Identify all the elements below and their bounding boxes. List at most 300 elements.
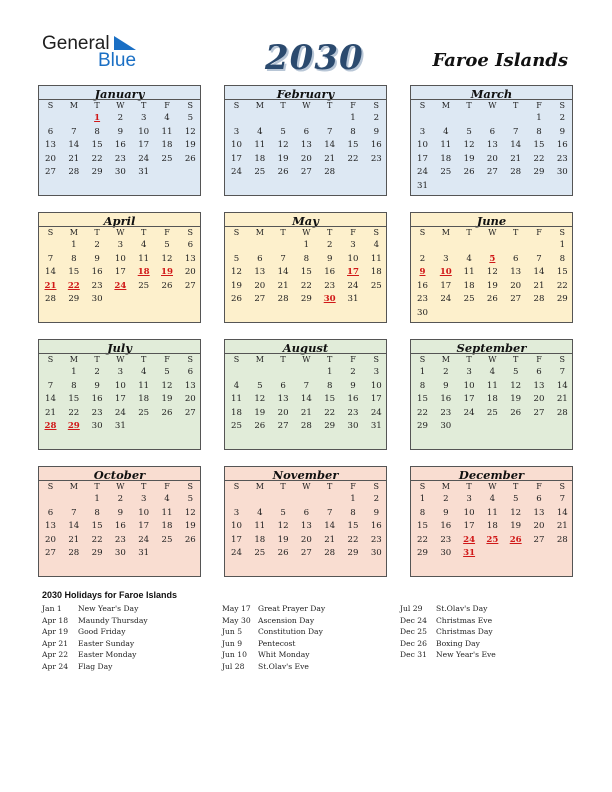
- month-august: [224, 339, 387, 450]
- calendar-day: 4: [257, 507, 263, 518]
- holiday-date: Apr 18: [42, 615, 69, 625]
- calendar-day: 10: [138, 126, 150, 137]
- header-divider: [225, 353, 386, 354]
- calendar-day: 7: [47, 380, 54, 391]
- calendar-day: 13: [300, 521, 312, 532]
- calendar-day: 27: [45, 548, 56, 559]
- calendar-day: 31: [370, 421, 382, 432]
- weekday-label: W: [488, 355, 497, 364]
- calendar-day: 7: [326, 507, 333, 518]
- calendar-day: 17: [440, 280, 452, 291]
- month-name: May: [292, 214, 319, 228]
- calendar-day: 17: [138, 140, 150, 151]
- calendar-day: 18: [370, 267, 382, 278]
- calendar-day: 14: [510, 140, 522, 151]
- holiday-day: 21: [44, 280, 57, 291]
- calendar-day: 8: [350, 507, 356, 518]
- header-divider: [411, 480, 572, 481]
- holiday-date: Jun 10: [222, 650, 247, 660]
- calendar-day: 19: [277, 534, 289, 545]
- calendar-day: 4: [140, 240, 147, 250]
- weekday-label: W: [302, 355, 311, 364]
- weekday-label: T: [513, 482, 519, 491]
- calendar-day: 4: [466, 253, 472, 264]
- calendar-day: 12: [161, 253, 173, 264]
- calendar-day: 4: [489, 494, 496, 504]
- logo-text-blue: Blue: [98, 50, 137, 71]
- calendar-day: 15: [91, 140, 103, 151]
- calendar-day: 15: [556, 267, 568, 278]
- calendar-day: 10: [231, 140, 242, 151]
- calendar-day: 23: [417, 294, 428, 305]
- calendar-day: 2: [117, 494, 124, 504]
- calendar-day: 26: [510, 407, 522, 418]
- calendar-day: 12: [254, 394, 266, 405]
- weekday-label: T: [327, 355, 333, 364]
- holiday-date: Apr 22: [42, 650, 69, 660]
- calendar-day: 3: [419, 126, 426, 137]
- holiday-day: 18: [137, 267, 150, 278]
- calendar-day: 20: [277, 407, 289, 418]
- calendar-day: 7: [71, 126, 77, 137]
- calendar-day: 28: [510, 167, 522, 178]
- calendar-day: 23: [114, 153, 126, 164]
- header-divider: [225, 226, 386, 227]
- calendar-day: 13: [533, 380, 545, 391]
- header-divider: [39, 226, 200, 227]
- calendar-day: 24: [138, 153, 150, 164]
- calendar-day: 17: [463, 521, 475, 532]
- calendar-day: 7: [326, 126, 333, 137]
- holiday-date: Dec 31: [400, 650, 427, 660]
- header-divider: [225, 480, 386, 481]
- calendar-day: 17: [417, 153, 428, 164]
- calendar-day: 30: [440, 548, 452, 559]
- month-name: January: [94, 87, 145, 101]
- calendar-day: 1: [536, 113, 542, 123]
- weekday-label: M: [441, 228, 450, 237]
- calendar-day: 1: [419, 494, 426, 504]
- calendar-day: 8: [94, 507, 100, 518]
- weekday-label: F: [536, 355, 542, 364]
- calendar-day: 15: [68, 394, 80, 405]
- calendar-day: 20: [45, 534, 56, 545]
- weekday-label: T: [466, 482, 472, 491]
- calendar-day: 12: [510, 380, 522, 391]
- calendar-day: 13: [533, 507, 545, 518]
- weekday-label: S: [559, 355, 566, 364]
- calendar-day: 12: [486, 267, 498, 278]
- calendar-day: 25: [138, 407, 150, 418]
- calendar-day: 4: [257, 126, 263, 137]
- calendar-day: 18: [161, 140, 173, 151]
- calendar-day: 8: [419, 507, 426, 518]
- holidays-title: 2030 Holidays for Faroe Islands: [42, 590, 178, 600]
- calendar-day: 30: [347, 421, 359, 432]
- calendar-day: 14: [556, 507, 568, 518]
- calendar-day: 21: [324, 534, 336, 545]
- logo: [42, 34, 136, 70]
- calendar-day: 20: [510, 280, 522, 291]
- calendar-day: 2: [373, 494, 380, 504]
- calendar-day: 21: [533, 280, 545, 291]
- calendar-day: 16: [556, 140, 568, 151]
- calendar-day: 11: [254, 521, 266, 532]
- calendar-day: 31: [114, 421, 126, 432]
- weekday-label: W: [488, 101, 497, 110]
- calendar-day: 9: [373, 507, 380, 518]
- weekday-label: T: [94, 482, 100, 491]
- weekday-label: F: [536, 101, 542, 110]
- month-name: April: [103, 214, 136, 228]
- calendar-day: 20: [300, 153, 312, 164]
- calendar-day: 19: [161, 394, 173, 405]
- calendar-day: 24: [440, 294, 452, 305]
- calendar-day: 18: [440, 153, 452, 164]
- calendar-day: 14: [45, 394, 56, 405]
- weekday-label: M: [255, 482, 264, 491]
- calendar-day: 6: [47, 126, 54, 137]
- calendar-day: 8: [94, 126, 100, 137]
- calendar-day: 23: [440, 534, 452, 545]
- weekday-label: S: [47, 228, 54, 237]
- calendar-day: 2: [326, 240, 333, 250]
- holiday-name: New Year's Day: [78, 604, 139, 613]
- holiday-name: St.Olav's Eve: [258, 661, 309, 671]
- calendar-day: 25: [161, 153, 173, 164]
- calendar-day: 5: [512, 494, 519, 504]
- calendar-day: 11: [463, 267, 475, 278]
- calendar-day: 30: [114, 548, 126, 559]
- header-divider: [39, 353, 200, 354]
- calendar-day: 3: [466, 367, 472, 377]
- calendar-day: 27: [184, 407, 196, 418]
- calendar-day: 19: [254, 407, 266, 418]
- calendar-day: 6: [303, 126, 310, 137]
- calendar-day: 7: [559, 367, 566, 377]
- calendar-day: 5: [512, 367, 519, 377]
- month-november: [224, 466, 387, 577]
- calendar-day: 24: [231, 548, 242, 559]
- weekday-label: T: [141, 228, 147, 237]
- holiday-day: 22: [67, 280, 80, 291]
- header-divider: [39, 480, 200, 481]
- calendar-day: 14: [556, 380, 568, 391]
- calendar-day: 25: [370, 280, 382, 291]
- calendar-day: 23: [440, 407, 452, 418]
- calendar-day: 18: [231, 407, 242, 418]
- calendar-day: 21: [45, 407, 56, 418]
- calendar-day: 16: [324, 267, 336, 278]
- weekday-label: F: [164, 228, 170, 237]
- calendar-day: 25: [254, 548, 266, 559]
- calendar-day: 2: [94, 367, 100, 377]
- calendar-day: 15: [91, 521, 103, 532]
- holiday-day: 10: [439, 267, 452, 278]
- holiday-name: Good Friday: [78, 627, 126, 637]
- calendar-day: 22: [91, 534, 103, 545]
- calendar-day: 26: [184, 534, 196, 545]
- calendar-day: 21: [556, 521, 568, 532]
- calendar-day: 29: [91, 548, 103, 559]
- holiday-day: 1: [94, 113, 101, 123]
- calendar-day: 17: [231, 534, 242, 545]
- calendar-day: 7: [559, 494, 566, 504]
- calendar-day: 31: [417, 181, 428, 191]
- calendar-day: 26: [486, 294, 498, 305]
- holiday-name: Boxing Day: [436, 638, 480, 648]
- calendar-day: 23: [347, 407, 359, 418]
- holiday-day: 25: [486, 534, 499, 545]
- calendar-day: 26: [463, 167, 475, 178]
- calendar-day: 23: [91, 407, 103, 418]
- calendar-day: 14: [68, 521, 80, 532]
- month-march: [410, 85, 573, 196]
- weekday-label: W: [302, 101, 311, 110]
- month-july: [38, 339, 201, 450]
- year-title: 2030: [265, 38, 364, 78]
- calendar-day: 28: [556, 534, 568, 545]
- calendar-day: 19: [231, 280, 242, 291]
- calendar-day: 3: [233, 126, 240, 137]
- weekday-label: F: [164, 101, 170, 110]
- calendar-day: 19: [463, 153, 475, 164]
- calendar-day: 6: [489, 126, 496, 137]
- calendar-day: 2: [373, 113, 380, 123]
- calendar-day: 8: [326, 380, 333, 391]
- holiday-date: May 17: [222, 604, 251, 613]
- calendar-day: 3: [350, 240, 356, 250]
- calendar-day: 23: [556, 153, 568, 164]
- calendar-day: 21: [277, 280, 289, 291]
- weekday-label: M: [69, 482, 78, 491]
- holiday-name: St.Olav's Day: [436, 604, 488, 613]
- calendar-day: 1: [419, 367, 426, 377]
- calendar-day: 15: [417, 521, 428, 532]
- calendar-day: 5: [233, 253, 240, 264]
- calendar-day: 29: [300, 294, 312, 305]
- calendar-day: 22: [533, 153, 545, 164]
- calendar-day: 25: [440, 167, 452, 178]
- calendar-day: 19: [184, 521, 196, 532]
- calendar-day: 4: [164, 494, 170, 504]
- calendar-day: 2: [94, 240, 100, 250]
- weekday-label: S: [419, 482, 426, 491]
- weekday-label: S: [187, 482, 194, 491]
- calendar-day: 17: [463, 394, 475, 405]
- month-september: [410, 339, 573, 450]
- calendar-day: 28: [533, 294, 545, 305]
- calendar-day: 11: [161, 126, 173, 137]
- calendar-day: 22: [417, 407, 428, 418]
- weekday-label: M: [69, 228, 78, 237]
- calendar-day: 5: [257, 380, 263, 391]
- weekday-label: S: [373, 355, 380, 364]
- calendar-day: 3: [466, 494, 472, 504]
- calendar-day: 9: [443, 507, 449, 518]
- holiday-date: Jan 1: [42, 604, 62, 613]
- weekday-label: F: [350, 482, 356, 491]
- month-name: November: [272, 468, 339, 482]
- calendar-day: 11: [486, 380, 498, 391]
- calendar-day: 14: [324, 140, 336, 151]
- calendar-day: 26: [231, 294, 242, 305]
- calendar-day: 22: [556, 280, 568, 291]
- calendar-day: 11: [370, 253, 382, 264]
- holiday-date: Dec 25: [400, 627, 427, 637]
- holiday-date: Jun 9: [222, 638, 243, 648]
- calendar-day: 9: [117, 126, 124, 137]
- calendar-day: 25: [463, 294, 475, 305]
- weekday-label: S: [559, 101, 566, 110]
- calendar-day: 1: [71, 367, 77, 377]
- calendar-day: 5: [280, 126, 286, 137]
- calendar-day: 9: [326, 253, 333, 264]
- calendar-day: 11: [486, 507, 498, 518]
- calendar-day: 24: [463, 407, 475, 418]
- calendar-day: 2: [559, 113, 566, 123]
- calendar-day: 7: [512, 126, 519, 137]
- calendar-day: 22: [300, 280, 312, 291]
- calendar-day: 11: [138, 380, 150, 391]
- calendar-day: 29: [68, 294, 80, 305]
- month-name: October: [93, 468, 146, 482]
- calendar-day: 17: [370, 394, 382, 405]
- calendar-day: 7: [536, 253, 542, 264]
- calendar-day: 25: [161, 534, 173, 545]
- calendar-day: 27: [533, 534, 545, 545]
- weekday-label: T: [466, 355, 472, 364]
- weekday-label: T: [141, 355, 147, 364]
- calendar-day: 8: [419, 380, 426, 391]
- holiday-name: Pentecost: [258, 638, 296, 648]
- month-february: [224, 85, 387, 196]
- holiday-day: 31: [463, 548, 476, 559]
- calendar-day: 30: [91, 294, 103, 305]
- holiday-name: Christmas Day: [436, 627, 493, 637]
- calendar-day: 29: [533, 167, 545, 178]
- weekday-label: T: [141, 482, 147, 491]
- calendar-day: 16: [370, 521, 382, 532]
- calendar-day: 9: [350, 380, 356, 391]
- calendar-day: 11: [231, 394, 242, 405]
- month-name: June: [476, 214, 507, 228]
- weekday-label: F: [350, 228, 356, 237]
- holiday-date: Dec 24: [400, 615, 427, 625]
- calendar-day: 12: [277, 521, 289, 532]
- calendar-day: 5: [187, 113, 194, 123]
- calendar-day: 6: [187, 367, 194, 377]
- calendar-day: 2: [117, 113, 124, 123]
- header-divider: [411, 226, 572, 227]
- calendar-day: 23: [324, 280, 336, 291]
- calendar-day: 10: [347, 253, 359, 264]
- calendar-day: 26: [277, 548, 289, 559]
- calendar-day: 13: [277, 394, 289, 405]
- weekday-label: T: [141, 101, 147, 110]
- calendar-day: 1: [559, 240, 566, 250]
- calendar-day: 15: [324, 394, 336, 405]
- calendar-day: 30: [556, 167, 568, 178]
- holiday-day: 17: [347, 267, 359, 278]
- header-divider: [225, 99, 386, 100]
- weekday-label: M: [69, 101, 78, 110]
- calendar-day: 8: [71, 253, 77, 264]
- calendar-day: 1: [326, 367, 333, 377]
- weekday-label: T: [280, 355, 286, 364]
- calendar-day: 23: [370, 534, 382, 545]
- calendar-day: 12: [184, 507, 196, 518]
- calendar-day: 13: [254, 267, 266, 278]
- weekday-label: F: [350, 101, 356, 110]
- calendar-day: 4: [164, 113, 170, 123]
- calendar-day: 13: [510, 267, 522, 278]
- calendar-day: 27: [486, 167, 498, 178]
- calendar-day: 13: [184, 380, 196, 391]
- holiday-day: 24: [114, 280, 127, 291]
- weekday-label: M: [69, 355, 78, 364]
- weekday-label: M: [441, 482, 450, 491]
- weekday-label: S: [47, 101, 54, 110]
- calendar-day: 12: [161, 380, 173, 391]
- calendar-day: 16: [440, 521, 452, 532]
- weekday-label: F: [350, 355, 356, 364]
- weekday-label: S: [419, 355, 426, 364]
- calendar-day: 28: [68, 167, 80, 178]
- calendar-day: 8: [71, 380, 77, 391]
- holiday-day: 26: [509, 534, 522, 545]
- logo-text-general: General: [42, 33, 110, 54]
- calendar-day: 11: [138, 253, 150, 264]
- calendar-day: 3: [117, 367, 124, 377]
- weekday-label: S: [559, 482, 566, 491]
- calendar-day: 9: [559, 126, 566, 137]
- holiday-day: 19: [161, 267, 173, 278]
- weekday-label: T: [513, 355, 519, 364]
- calendar-day: 9: [94, 380, 100, 391]
- calendar-day: 19: [510, 521, 522, 532]
- calendar-day: 29: [91, 167, 103, 178]
- calendar-day: 15: [533, 140, 545, 151]
- weekday-label: T: [280, 482, 286, 491]
- calendar-day: 22: [417, 534, 428, 545]
- calendar-day: 10: [463, 380, 475, 391]
- calendar-day: 3: [443, 253, 449, 264]
- calendar-day: 13: [45, 140, 56, 151]
- month-name: December: [458, 468, 525, 482]
- calendar-day: 12: [184, 126, 196, 137]
- weekday-label: T: [280, 101, 286, 110]
- holiday-date: May 30: [222, 615, 251, 625]
- holiday-day: 9: [419, 267, 426, 278]
- calendar-day: 21: [510, 153, 522, 164]
- month-october: [38, 466, 201, 577]
- calendar-day: 7: [280, 253, 286, 264]
- calendar-day: 7: [71, 507, 77, 518]
- weekday-label: F: [536, 482, 542, 491]
- calendar-day: 7: [47, 253, 54, 264]
- calendar-day: 29: [556, 294, 568, 305]
- calendar-day: 11: [161, 507, 173, 518]
- calendar-day: 27: [300, 167, 312, 178]
- weekday-label: T: [280, 228, 286, 237]
- calendar-day: 18: [254, 534, 266, 545]
- calendar-day: 3: [117, 240, 124, 250]
- calendar-day: 23: [370, 153, 382, 164]
- weekday-label: T: [466, 101, 472, 110]
- weekday-label: S: [47, 355, 54, 364]
- calendar-day: 14: [324, 521, 336, 532]
